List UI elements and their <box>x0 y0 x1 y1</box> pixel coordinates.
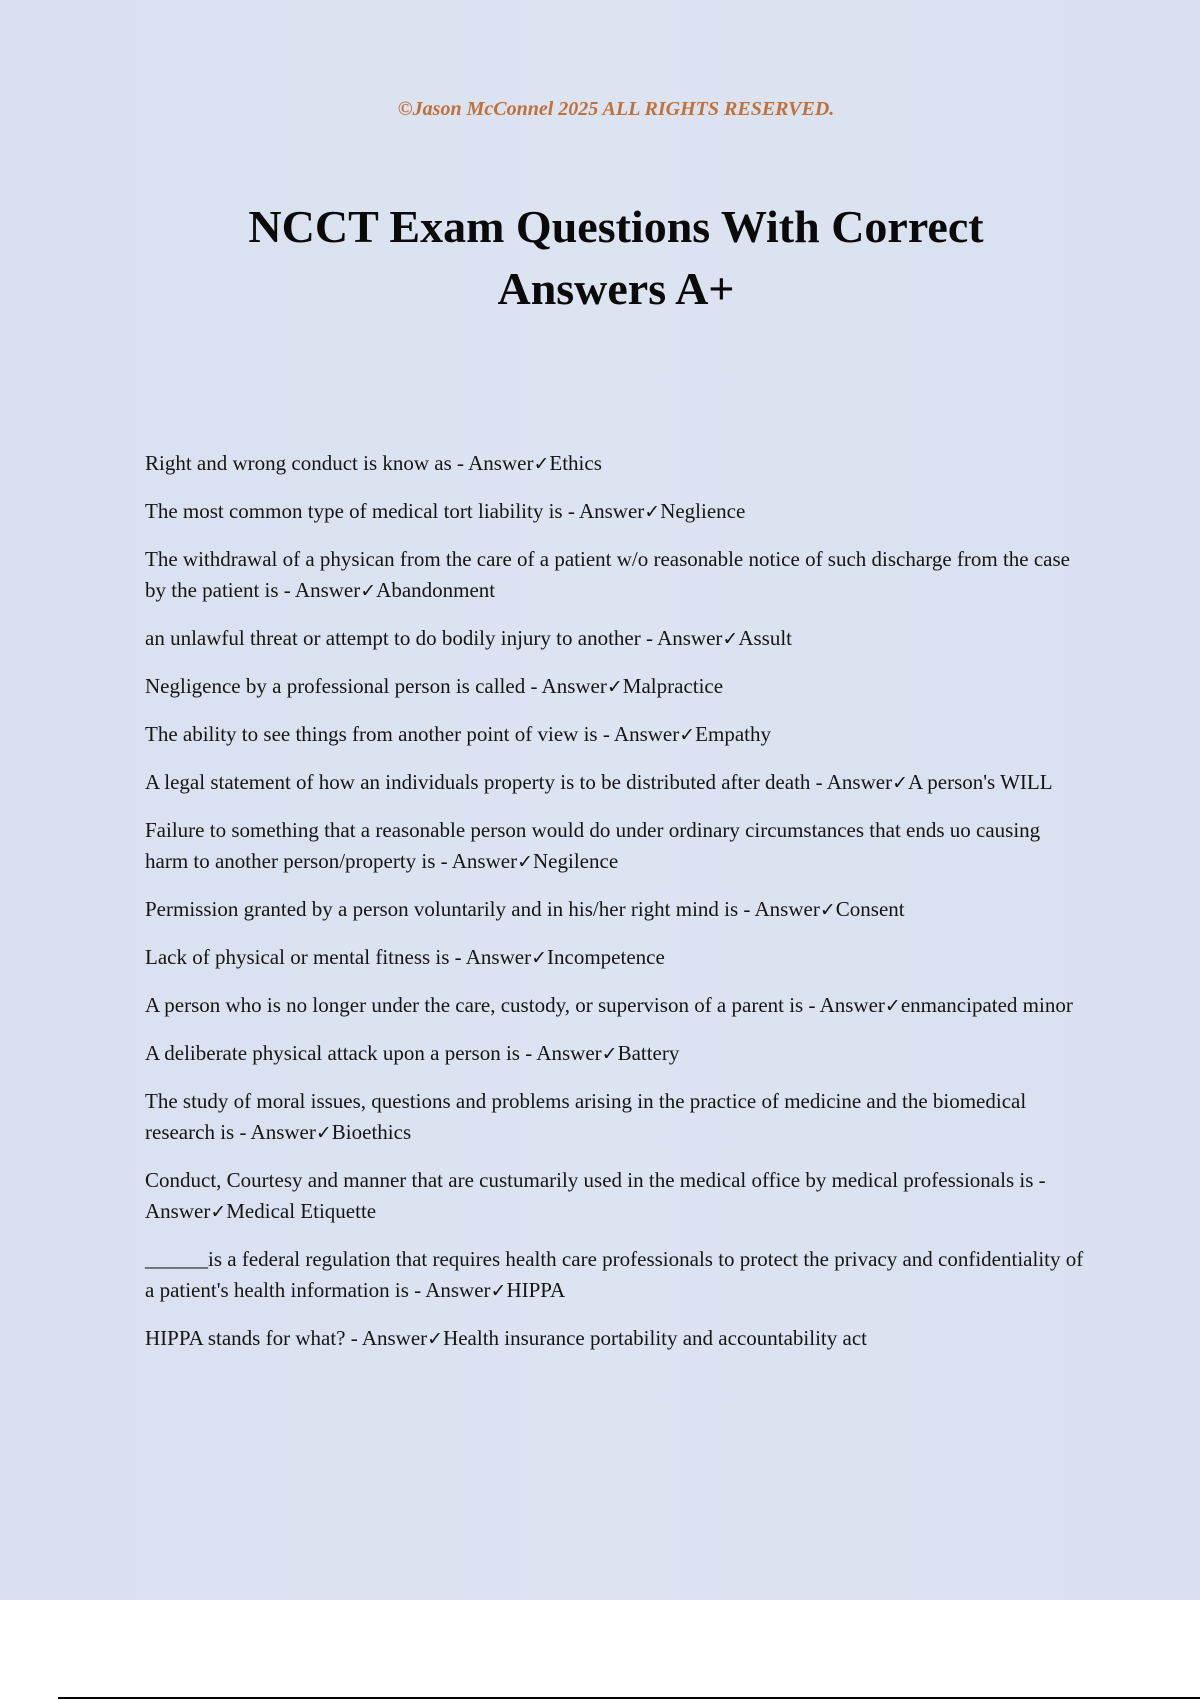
answer-prefix: Answer <box>468 451 534 475</box>
question-text: HIPPA stands for what? - <box>145 1326 362 1350</box>
question-text: Conduct, Courtesy and manner that are custumarily used in the medical office by medical professionals is - <box>145 1168 1046 1192</box>
answer-prefix: Answer <box>425 1278 491 1302</box>
answer-text: Neglience <box>660 499 746 523</box>
answer-prefix: Answer <box>361 1326 428 1350</box>
checkmark-icon: ✓ <box>606 676 623 698</box>
title-line-1: NCCT Exam Questions With Correct <box>248 201 984 252</box>
checkmark-icon: ✓ <box>819 899 836 921</box>
answer-prefix: Answer <box>451 849 518 873</box>
qa-item <box>145 623 1085 655</box>
answer-prefix: Answer <box>826 770 893 794</box>
qa-item <box>145 815 1085 878</box>
question-text: The study of moral issues, questions and problems arising in the practice of medicine and the biomedical research is - <box>145 1089 1027 1144</box>
checkmark-icon: ✓ <box>490 1280 507 1302</box>
question-text: Permission granted by a person voluntarily and in his/her right mind is - <box>145 897 755 921</box>
qa-item <box>145 1323 1085 1355</box>
qa-item <box>145 894 1085 926</box>
qa-item <box>145 448 1085 480</box>
answer-text: Medical Etiquette <box>226 1199 377 1223</box>
answer-text: Ethics <box>549 451 602 475</box>
qa-item <box>145 1165 1085 1228</box>
checkmark-icon: ✓ <box>679 724 696 746</box>
checkmark-icon: ✓ <box>427 1328 444 1350</box>
answer-text: Incompetence <box>547 945 665 969</box>
qa-item <box>145 544 1085 607</box>
question-text: Right and wrong conduct is know as - <box>145 451 469 475</box>
checkmark-icon: ✓ <box>517 851 534 873</box>
answer-prefix: Answer <box>541 674 607 698</box>
question-text: A person who is no longer under the care, custody, or supervison of a parent is - <box>145 993 820 1017</box>
checkmark-icon: ✓ <box>601 1043 618 1065</box>
checkmark-icon: ✓ <box>884 995 901 1017</box>
checkmark-icon: ✓ <box>533 453 550 475</box>
answer-prefix: Answer <box>145 1199 211 1223</box>
document-title <box>0 196 1200 320</box>
qa-list <box>145 448 1085 1371</box>
answer-text: Bioethics <box>331 1120 412 1144</box>
answer-prefix: Answer <box>294 578 361 602</box>
checkmark-icon: ✓ <box>722 628 739 650</box>
answer-text: HIPPA <box>506 1278 566 1302</box>
answer-text: Consent <box>835 897 905 921</box>
answer-text: A person's WILL <box>908 770 1053 794</box>
qa-item <box>145 1086 1085 1149</box>
question-text: A deliberate physical attack upon a person is - <box>145 1041 537 1065</box>
answer-prefix: Answer <box>819 993 885 1017</box>
answer-text: Battery <box>617 1041 680 1065</box>
question-text: The most common type of medical tort liability is - <box>145 499 579 523</box>
title-line-2: Answers A+ <box>497 263 735 314</box>
question-text: Negligence by a professional person is called - <box>145 674 542 698</box>
answer-text: enmancipated minor <box>900 993 1073 1017</box>
answer-prefix: Answer <box>613 722 680 746</box>
answer-text: Empathy <box>695 722 771 746</box>
qa-item <box>145 1244 1085 1307</box>
question-text: an unlawful threat or attempt to do bodily injury to another - <box>145 626 658 650</box>
qa-item <box>145 719 1085 751</box>
qa-item <box>145 496 1085 528</box>
copyright-notice: ©Jason McConnel 2025 ALL RIGHTS RESERVED. <box>397 98 835 120</box>
qa-item <box>145 671 1085 703</box>
answer-text: Abandonment <box>376 578 496 602</box>
answer-prefix: Answer <box>465 945 532 969</box>
answer-prefix: Answer <box>657 626 723 650</box>
answer-text: Health insurance portability and accountability act <box>443 1326 867 1350</box>
question-text: Lack of physical or mental fitness is - <box>145 945 466 969</box>
answer-prefix: Answer <box>536 1041 602 1065</box>
qa-item <box>145 1038 1085 1070</box>
question-text: The withdrawal of a physican from the care of a patient w/o reasonable notice of such discharge from the case by the patient is - <box>145 547 1070 602</box>
qa-item <box>145 767 1085 799</box>
qa-item <box>145 990 1085 1022</box>
qa-item <box>145 942 1085 974</box>
question-text: Failure to something that a reasonable person would do under ordinary circumstances that ends uo causing harm to another person/property is - <box>145 818 1041 873</box>
answer-prefix: Answer <box>578 499 645 523</box>
bottom-divider <box>58 1697 1200 1699</box>
question-text: A legal statement of how an individuals property is to be distributed after death - <box>145 770 827 794</box>
answer-prefix: Answer <box>250 1120 316 1144</box>
checkmark-icon: ✓ <box>892 772 909 794</box>
answer-prefix: Answer <box>754 897 820 921</box>
question-text: The ability to see things from another point of view is - <box>145 722 614 746</box>
answer-text: Assult <box>738 626 792 650</box>
checkmark-icon: ✓ <box>360 580 377 602</box>
question-text: ______is a federal regulation that requires health care professionals to protect the privacy and confidentiality of a patient's health information is - <box>145 1247 1084 1302</box>
answer-text: Malpractice <box>622 674 724 698</box>
checkmark-icon: ✓ <box>315 1122 332 1144</box>
checkmark-icon: ✓ <box>210 1201 227 1223</box>
checkmark-icon: ✓ <box>531 947 548 969</box>
answer-text: Negilence <box>533 849 619 873</box>
checkmark-icon: ✓ <box>644 501 661 523</box>
